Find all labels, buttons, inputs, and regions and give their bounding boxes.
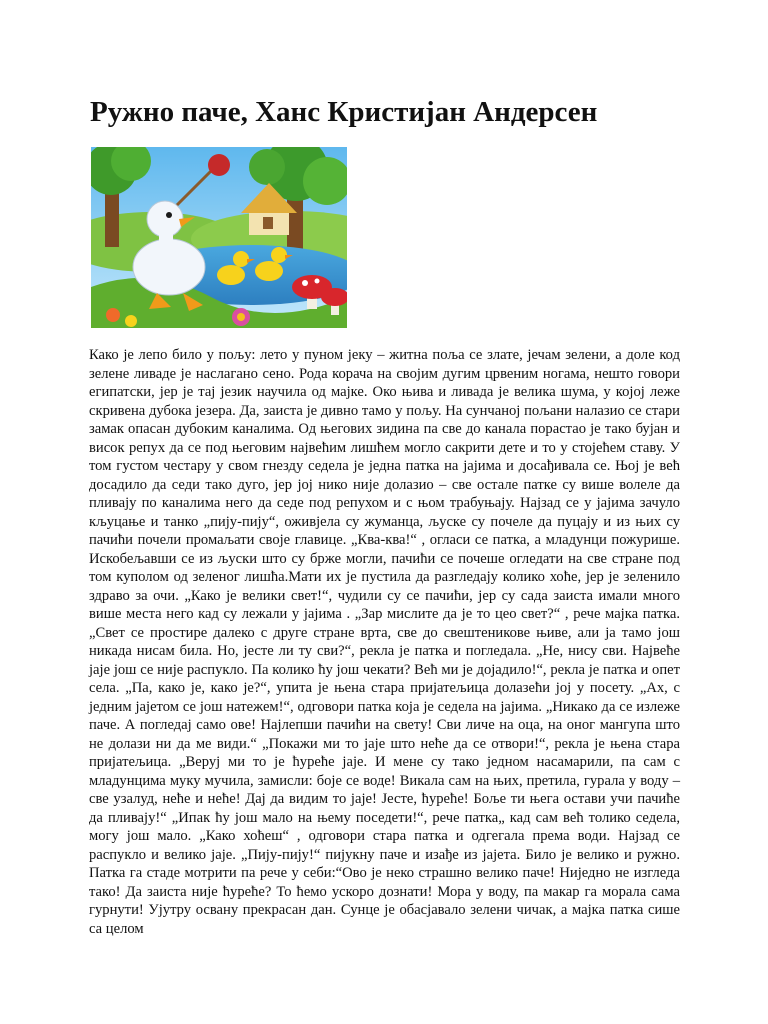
story-text: Како је лепо било у пољу: лето у пуном јеку – житна поља се злате, јечам зелени, а доле код зелене ливаде је наслагано сено. Рода корача на својим дугим црвеним ногама, нешто говори египатски, јер је тај језик научила од мајке. Око њива и ливада је велика шума, у којој леже скривена дубока језера. Да, заиста је дивно тамо у пољу. На сунчаној пољани налазио се стари замак опасан дубоким каналима. Од његових зидина па све до канала порастао је тако бујан и висок репух да се под његовим највећим лишћем могло сакрити дете и то у стојећем ставу. У том густом честару у свом гнезду седела је једна патка на јајима и досађивала се. Њој је већ досадило да седи тако дуго, јер јој нико није долазио – све остале патке су више волеле да пливају по каналима него да седе под репухом и с њом трабуњају. Најзад се у јајима зачуло кљуцање и танко „пију-пију“, оживјела су жуманца, љуске су почеле да пуцају и из њих су пачићи почели промаљати своје главице. „Ква-ква!“ , огласи се патка, а младунци пожуришe. Искобељавши се из љуски што су брже могли, пачићи се почеше огледати на све стране под том куполом од зеленог лишћа.Мати их је пустила да разгледају колико хоће, јер је зеленило здраво за очи. „Како је велики свет!“, чудили су се пачићи, јер су сада заиста имали много више места него кад су лежали у јајима . „Зар мислите да је то цео свет?“ , рече мајка патка. „Свет се простире далеко с друге стране врта, све до свештеникове њиве, али ја тамо још никада нисам била. Но, јесте ли ту сви?“, рекла је патка и погледала. „Не, нису сви. Највеће јаје још се није распукло. Па колико ћу још чекати? Већ ми је дојадило!“, рекла је патка и опет села. „Па, како је, како је?“, упита је њена стара пријатељица долазећи јој у посету. „Ах, с једним јајетом се још натежем!“, одговори патка која је седела на јајима. „Никако да се излеже паче. А погледај само ове! Најлепши пачићи на свету! Сви личе на оца, на оног мангупа што не долази ни да ме види.“ „Покажи ми то јаје што неће да се отвори!“, рекла је њена стара пријатељица. „Веруј ми то је ћуреће јаје. И мене су тако једном насамарили, па сам с младунцима муку мучила, замисли: боје се воде! Викала сам на њих, претила, гурала у воду – све узалуд, неће и неће! Дај да видим то јаје! Јесте, ћуреће! Боље ти њега остави учи пачиће да пливају!“ „Ипак ћу још мало на њему поседети!“, рече патка„ кад сам већ толико седела, могу још мало. „Како хоћеш“ , одговори стара патка и одгегала према води. Најзад се распукло и велико јаје. „Пију-пију!“ пијукну паче и изађе из јајета. Било је велико и ружно. Патка га стаде мотрити па рече у себи:“Ово је неко страшно велико паче! Ниједно не изгледа тако! Да заиста није ћуреће? То ћемо ускоро дознати! Мора у воду, па макар га морала сама гурнути! Ујутру освану прекрасан дан. Сунце је обасјавало зелени чичак, а мајка патка сише са целом: [89, 347, 680, 937]
illustration-image: [91, 147, 347, 328]
page-title: Ружно паче, Ханс Кристијан Андерсен: [90, 96, 598, 128]
